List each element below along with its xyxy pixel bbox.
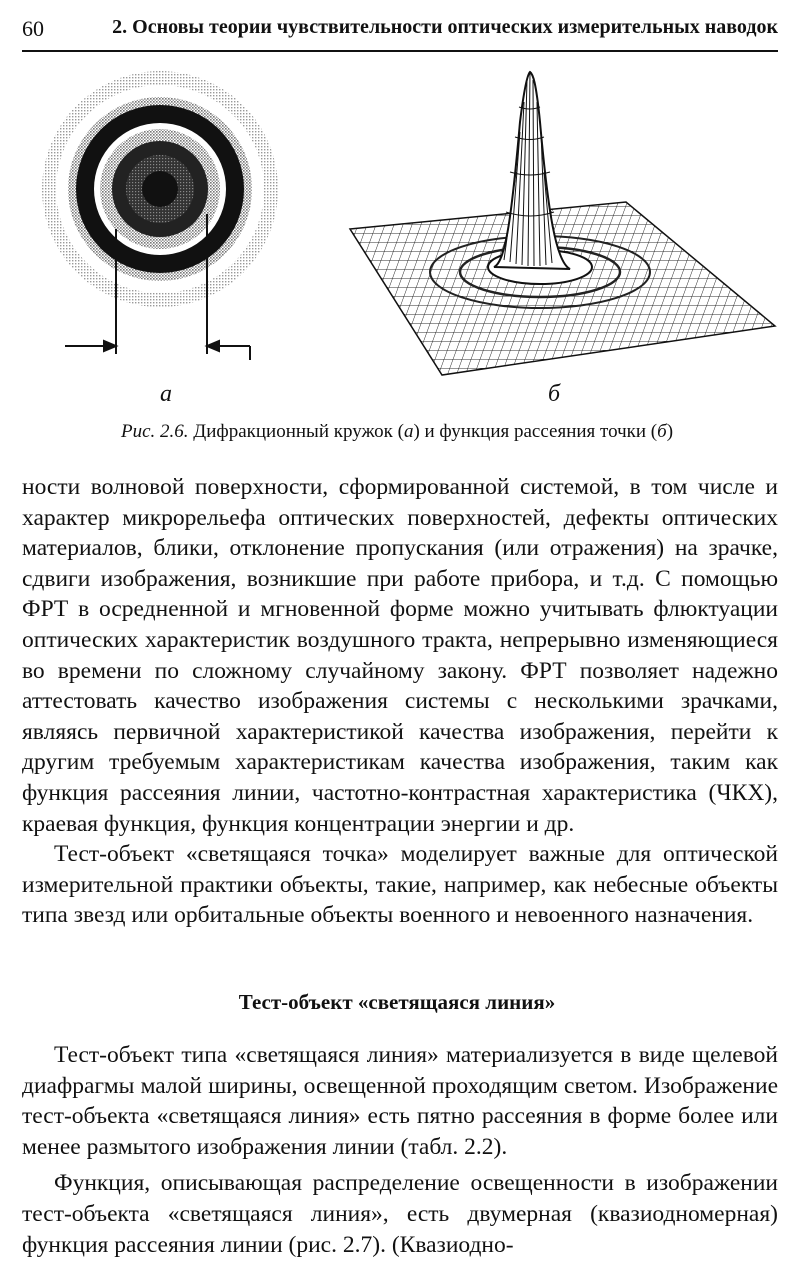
figure-caption: [0, 421, 794, 443]
caption-end: ): [666, 421, 674, 442]
paragraph-4: Функция, описывающая распределение освещенности в изображении тест-объекта «светящаяся линия», есть двумерная (квазиодномерная) функция рассеяния линии (рис. 2.7). (Квазиодно-: [22, 1170, 778, 1258]
running-title: 2. Основы теории чувствительности оптических измерительных наводок: [112, 16, 778, 38]
caption-prefix: Рис. 2.6.: [120, 421, 189, 442]
paragraph-1: ности волновой поверхности, сформированной системой, в том числе и характер микрорельефа оптических поверхностей, дефекты оптических материалов, блики, отклонение пропускания (или отражения) на зрачке, сдвиги изображения, возникшие при работе прибора, и т.д. С помощью ФРТ в осредненной и мгновенной форме можно учитывать флюктуации оптических характеристик воздушного тракта, непрерывно изменяющиеся во времени по сложному случайному закону. ФРТ позволяет надежно аттестовать качество изображения системы с несколькими зрачками, являясь первичной характеристикой качества изображения, перейти к другим требуемым характеристикам качества изображения, таким как функция рассеяния линии, частотно-контрастная характеристика (ЧКХ), краевая функция, функция концентрации энергии и др.: [22, 474, 778, 837]
diffraction-disk: [42, 71, 278, 307]
paragraph-3: Тест-объект типа «светящаяся линия» материализуется в виде щелевой диафрагмы малой ширины, освещенной проходящим светом. Изображение тест-объекта «светящаяся линия» есть пятно рассеяния в форме более или менее размытого изображения линии (табл. 2.2).: [22, 1042, 778, 1160]
caption-text: Дифракционный кружок (: [188, 421, 404, 442]
caption-mid: ) и функция рассеяния точки (: [413, 421, 658, 442]
body-text-lower: [22, 1040, 778, 1266]
page-number: 60: [22, 16, 44, 41]
paragraph-2: Тест-объект «светящаяся точка» моделирует важные для оптической измерительной практики объекты, такие, например, как небесные объекты типа звезд или орбитальные объекты военного и невоенного назначения.: [22, 841, 778, 929]
figure-2-6: [30, 62, 780, 407]
figure-label-b: б: [548, 381, 561, 407]
caption-b: б: [657, 421, 667, 442]
figure-label-a: а: [160, 381, 172, 407]
page-header: [22, 16, 778, 52]
section-heading: Тест-объект «светящаяся линия»: [238, 990, 556, 1014]
psf-surface-plot: [350, 72, 775, 375]
caption-a: а: [403, 421, 414, 442]
body-text-upper: [22, 472, 778, 931]
